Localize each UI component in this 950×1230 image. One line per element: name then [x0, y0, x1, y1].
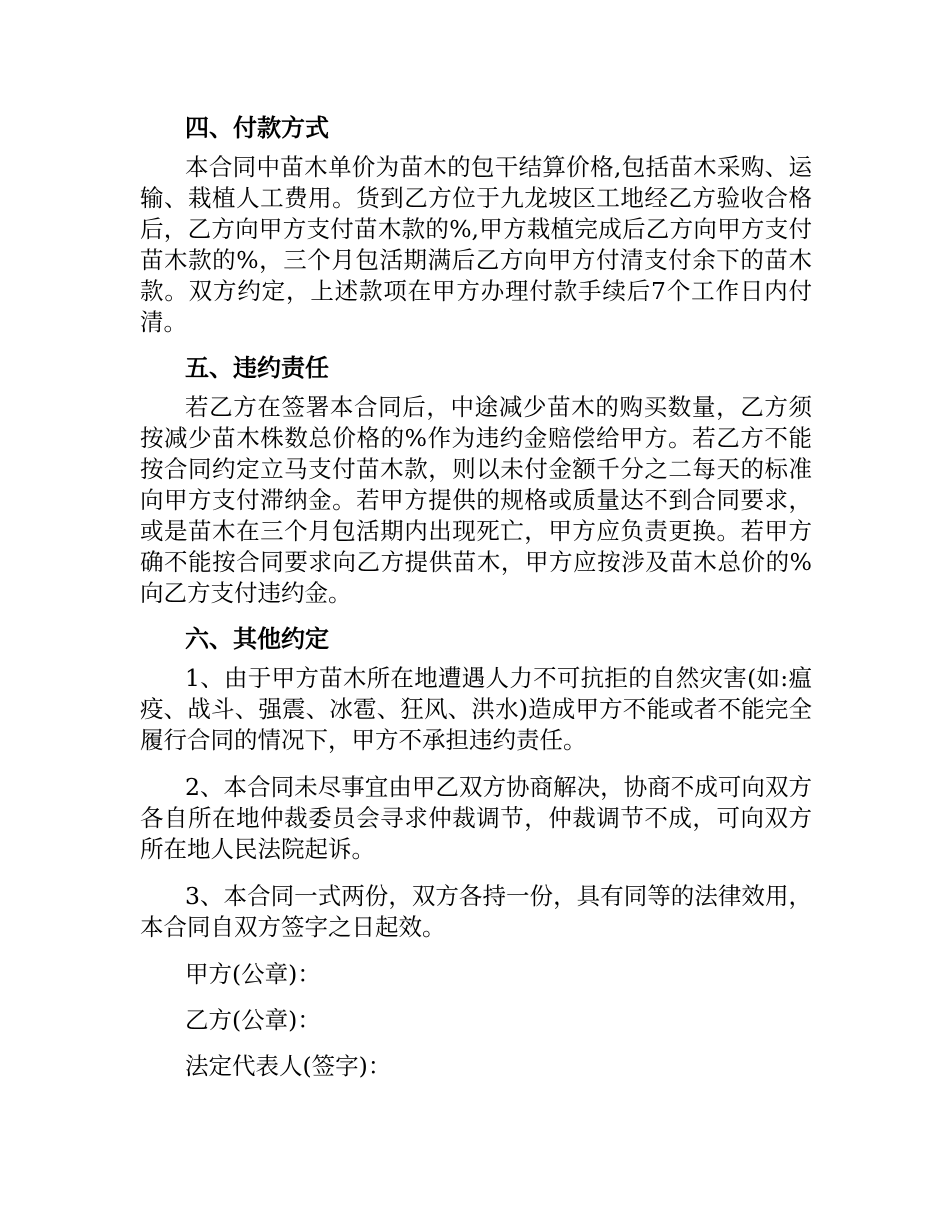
signature-party-a: 甲方(公章)： — [185, 960, 321, 988]
section-heading: 四、付款方式 — [185, 113, 329, 142]
section-payment — [140, 110, 812, 338]
section-heading: 六、其他约定 — [185, 624, 329, 653]
document-page — [140, 110, 812, 1097]
paragraph: 若乙方在签署本合同后，中途减少苗木的购买数量，乙方须按减少苗木株数总价格的%作为违约金赔偿给甲方。若乙方不能按合同约定立马支付苗木款，则以未付金额千分之二每天的标准向甲方支付滞纳金。若甲方提供的规格或质量达不到合同要求，或是苗木在三个月包活期内出现死亡，甲方应负责更换。若甲方确不能按合同要求向乙方提供苗木，甲方应按涉及苗木总价的%向乙方支付违约金。 — [140, 393, 812, 607]
section-other-terms — [140, 621, 812, 943]
paragraph: 本合同中苗木单价为苗木的包干结算价格,包括苗木采购、运输、栽植人工费用。货到乙方位于九龙坡区工地经乙方验收合格后，乙方向甲方支付苗木款的%,甲方栽植完成后乙方向甲方支付苗木款的%，三个月包活期满后乙方向甲方付清支付余下的苗木款。双方约定，上述款项在甲方办理付款手续后7个工作日内付清。 — [140, 153, 812, 336]
section-heading: 五、违约责任 — [185, 353, 329, 382]
signature-party-b: 乙方(公章)： — [185, 1006, 321, 1034]
paragraph: 3、本合同一式两份，双方各持一份，具有同等的法律效用，本合同自双方签字之日起效。 — [140, 882, 812, 941]
signature-block — [140, 959, 812, 1082]
section-liability — [140, 350, 812, 609]
paragraph: 1、由于甲方苗木所在地遭遇人力不可抗拒的自然灾害(如:瘟疫、战斗、强震、冰雹、狂风、洪水)造成甲方不能或者不能完全履行合同的情况下，甲方不承担违约责任。 — [140, 664, 812, 754]
paragraph: 2、本合同未尽事宜由甲乙双方协商解决，协商不成可向双方各自所在地仲裁委员会寻求仲裁调节，仲裁调节不成，可向双方所在地人民法院起诉。 — [140, 773, 812, 863]
signature-legal-rep: 法定代表人(签字)： — [185, 1052, 392, 1080]
